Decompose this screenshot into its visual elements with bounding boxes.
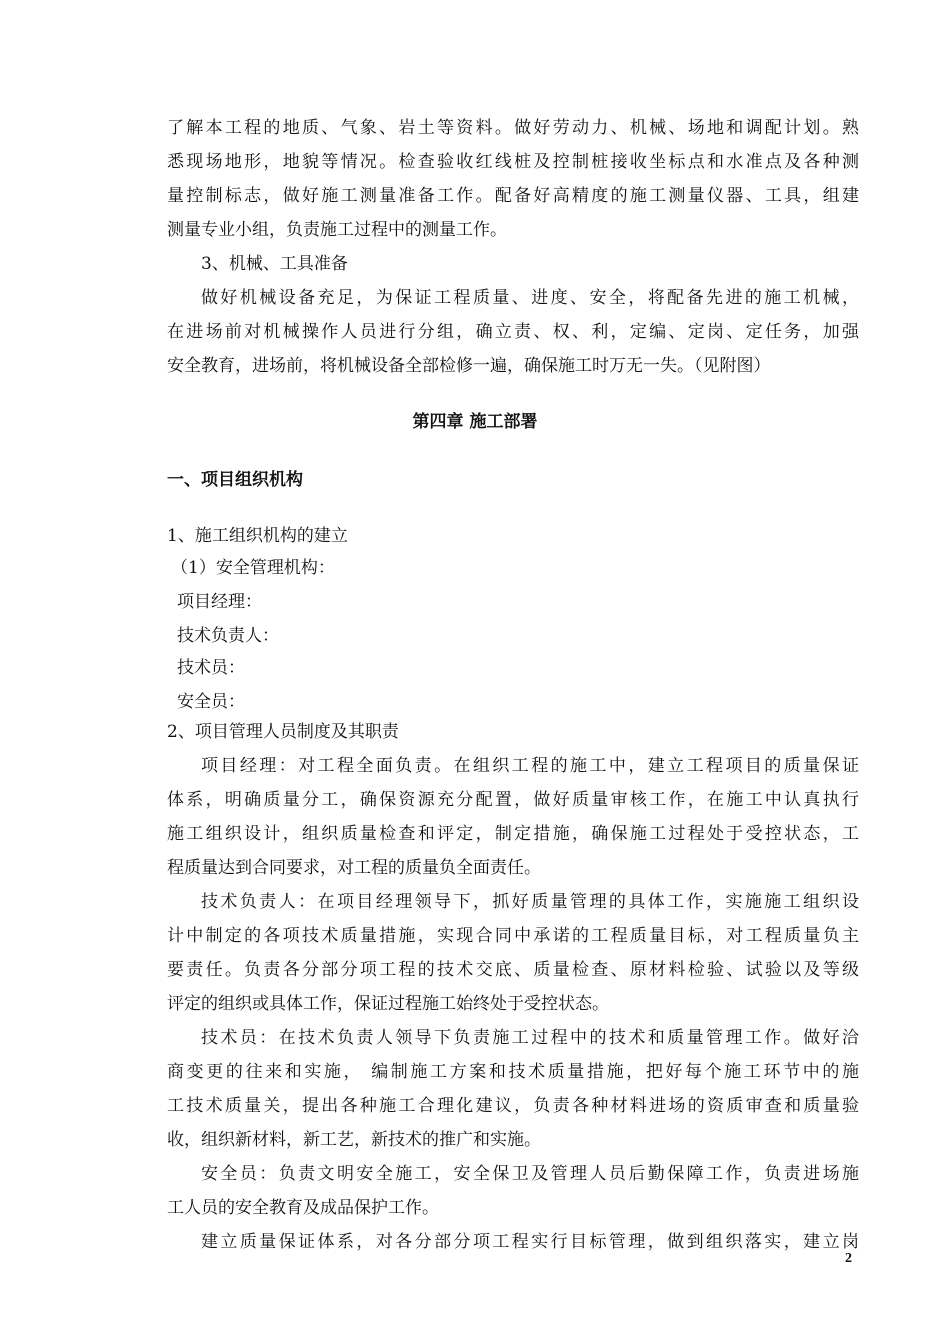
section-title: 一、项目组织机构	[167, 470, 303, 490]
para1-line-3: 量控制标志，做好施工测量准备工作。配备好高精度的施工测量仪器、工具，组建	[167, 186, 859, 206]
pm-line-4: 程质量达到合同要求，对工程的质量负全面责任。	[167, 858, 541, 878]
techlead-line-3: 要责任。负责各分部分项工程的技术交底、质量检查、原材料检验、试验以及等级	[167, 960, 859, 980]
safety-line-2: 工人员的安全教育及成品保护工作。	[167, 1198, 439, 1218]
chapter-title: 第四章 施工部署	[412, 412, 538, 432]
pm-line-1: 项目经理：对工程全面负责。在组织工程的施工中，建立工程项目的质量保证	[201, 756, 859, 776]
para2-line-2: 在进场前对机械操作人员进行分组，确立责、权、利，定编、定岗、定任务，加强	[167, 322, 859, 342]
para1-line-2: 悉现场地形，地貌等情况。检查验收红线桩及控制桩接收坐标点和水准点及各种测	[167, 152, 859, 172]
tech-line-4: 收，组织新材料，新工艺，新技术的推广和实施。	[167, 1130, 541, 1150]
pm-line-2: 体系，明确质量分工，确保资源充分配置，做好质量审核工作，在施工中认真执行	[167, 790, 859, 810]
safety-line-1: 安全员：负责文明安全施工，安全保卫及管理人员后勤保障工作，负责进场施	[201, 1164, 859, 1184]
subheading-safety-org: （1）安全管理机构：	[171, 558, 335, 578]
role-technician: 技术员：	[177, 658, 245, 678]
techlead-line-4: 评定的组织或具体工作，保证过程施工始终处于受控状态。	[167, 994, 609, 1014]
heading-machinery-prep: 3、机械、工具准备	[201, 254, 348, 274]
techlead-line-2: 计中制定的各项技术质量措施，实现合同中承诺的工程质量目标，对工程质量负主	[167, 926, 859, 946]
quality-line-1: 建立质量保证体系，对各分部分项工程实行目标管理，做到组织落实，建立岗	[201, 1232, 859, 1252]
techlead-line-1: 技术负责人：在项目经理领导下，抓好质量管理的具体工作，实施施工组织设	[201, 892, 859, 912]
role-tech-lead: 技术负责人：	[177, 626, 279, 646]
subheading-duties: 2、项目管理人员制度及其职责	[167, 722, 399, 742]
subheading-org-setup: 1、施工组织机构的建立	[167, 526, 348, 546]
tech-line-1: 技术员：在技术负责人领导下负责施工过程中的技术和质量管理工作。做好洽	[201, 1028, 859, 1048]
page-number: 2	[845, 1251, 852, 1266]
role-safety-officer: 安全员：	[177, 692, 245, 712]
para1-line-4: 测量专业小组，负责施工过程中的测量工作。	[167, 220, 507, 240]
pm-line-3: 施工组织设计，组织质量检查和评定，制定措施，确保施工过程处于受控状态，工	[167, 824, 859, 844]
para1-line-1: 了解本工程的地质、气象、岩土等资料。做好劳动力、机械、场地和调配计划。熟	[167, 118, 859, 138]
role-project-manager: 项目经理：	[177, 592, 262, 612]
para2-line-3: 安全教育，进场前，将机械设备全部检修一遍，确保施工时万无一失。（见附图）	[167, 356, 771, 376]
tech-line-3: 工技术质量关，提出各种施工合理化建议，负责各种材料进场的资质审查和质量验	[167, 1096, 859, 1116]
para2-line-1: 做好机械设备充足，为保证工程质量、进度、安全，将配备先进的施工机械，	[201, 288, 859, 308]
tech-line-2: 商变更的往来和实施， 编制施工方案和技术质量措施，把好每个施工环节中的施	[167, 1062, 859, 1082]
